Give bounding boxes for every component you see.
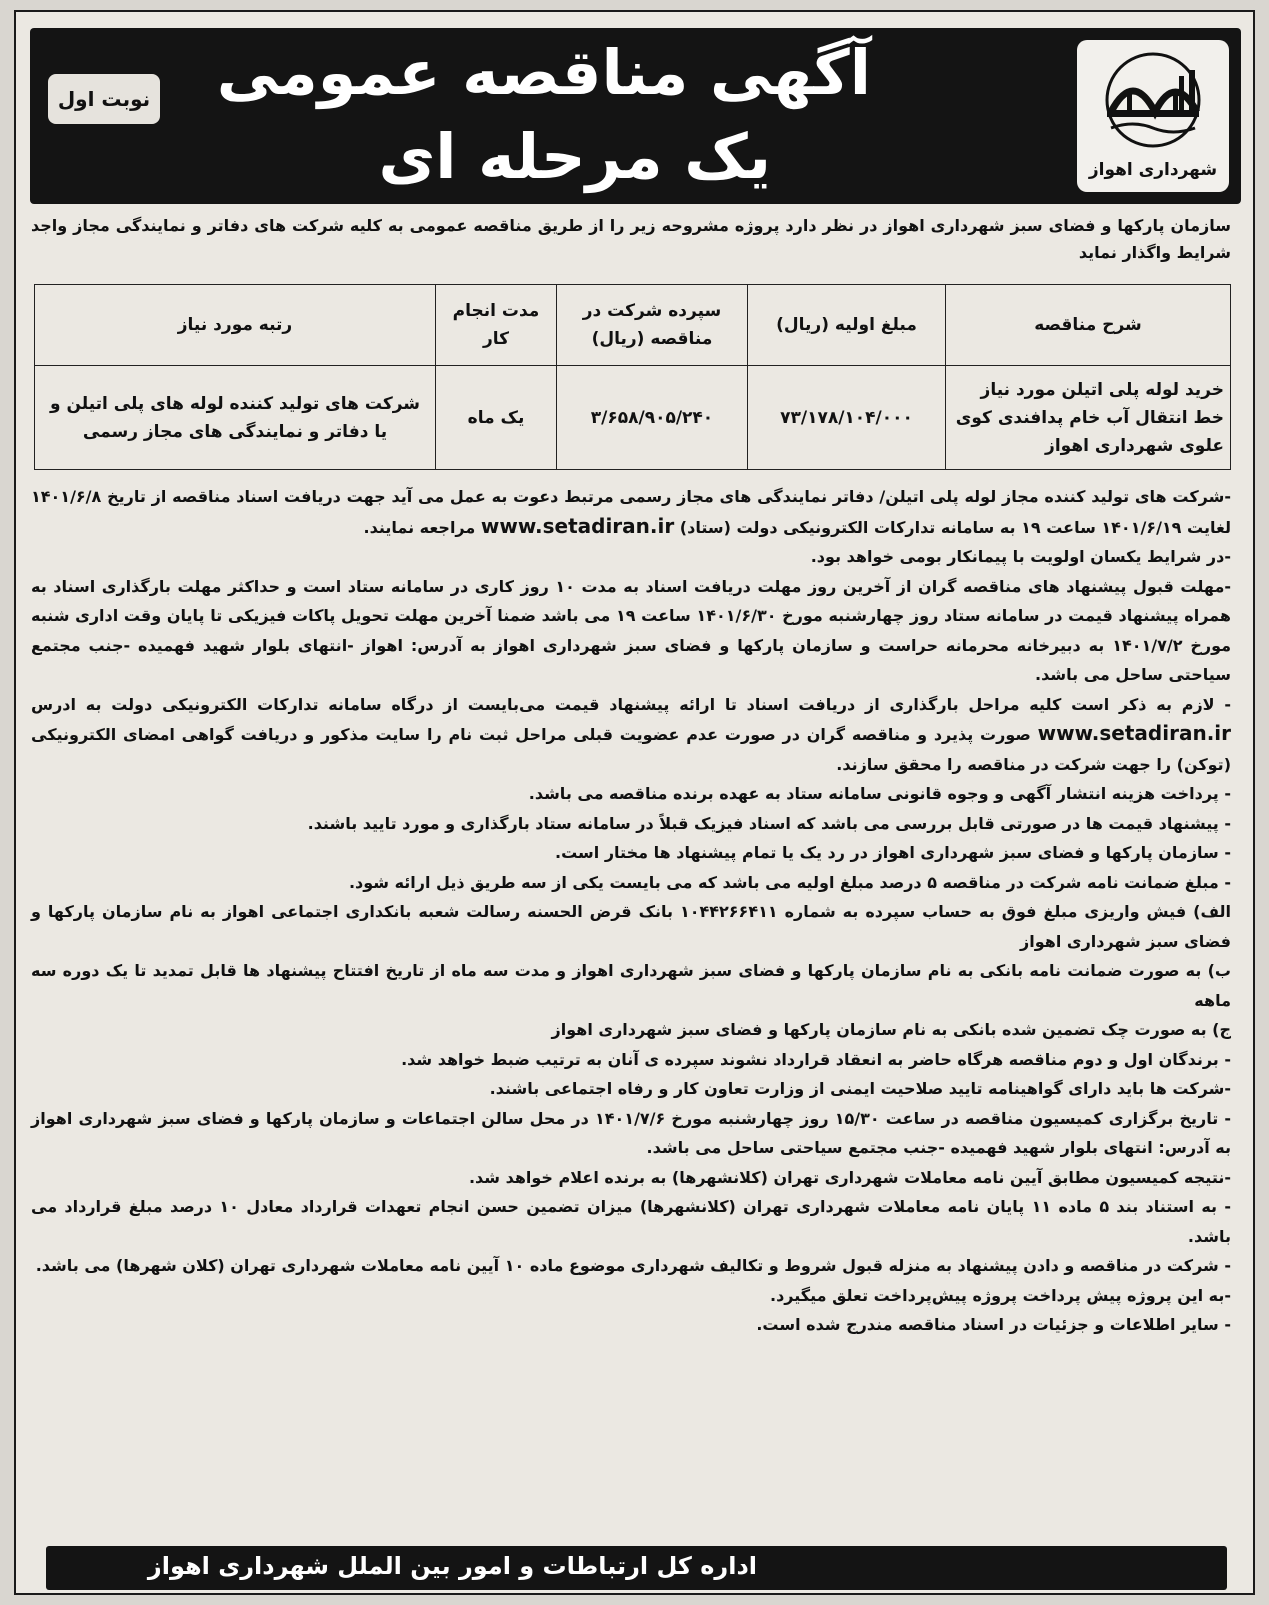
note-safety-certificate: -شرکت ها باید دارای گواهینامه تایید صلاحیت ایمنی از وزارت تعاون کار و رفاه اجتماعی باشند. [489, 1079, 1231, 1098]
edition-badge: نوبت اول [48, 74, 160, 124]
footer-text: اداره کل ارتباطات و امور بین الملل شهرداری اهواز [147, 1552, 757, 1580]
conditions-list [31, 482, 1231, 1340]
table-row [35, 366, 1231, 470]
logo-caption: شهرداری اهواز [1088, 160, 1218, 180]
footer-banner [46, 1546, 1227, 1590]
intro-paragraph: سازمان پارکها و فضای سبز شهرداری اهواز در نظر دارد پروژه مشروحه زیر را از طریق مناقصه عمومی به کلیه شرکت های دفاتر و نمایندگی مجاز واجد شرایط واگذار نماید [31, 216, 1231, 262]
note-prepayment: -به این پروژه پیش پرداخت پروژه پیش‌پرداخت تعلق میگیرد. [770, 1285, 1231, 1305]
note-other-info: - سایر اطلاعات و جزئیات در اسناد مناقصه مندرج شده است. [756, 1315, 1231, 1334]
municipality-logo [1077, 40, 1229, 192]
note-option-b: ب) به صورت ضمانت نامه بانکی به نام سازمان پارکها و فضای سبز شهرداری اهواز و مدت سه ماه از تاریخ افتتاح پیشنهاد ها قابل تمدید تا یک دوره سه ماهه [31, 961, 1231, 1010]
col-required-grade: رتبه مورد نیاز [35, 285, 436, 366]
note-electronic-submission: - لازم به ذکر است کلیه مراحل بارگذاری از دریافت اسناد تا ارائه پیشنهاد قیمت می‌بایست از درگاه سامانه تدارکات الکترونیکی دولت به ادرس www.setadiran.ir صورت پذیرد و مناقصه گران در صورت عدم عضویت قبلی مراحل ثبت نام را سایت مذکور و دریافت گواهی امضای الکترونیکی (توکن) را جهت شرکت در مناقصه را محقق سازند. [31, 694, 1232, 774]
setad-link-2[interactable]: www.setadiran.ir [1037, 721, 1232, 745]
cell-initial-amount: ۷۳/۱۷۸/۱۰۴/۰۰۰ [748, 366, 946, 470]
note-performance-guarantee: - به استناد بند ۵ ماده ۱۱ پایان نامه معاملات شهرداری تهران (کلانشهرها) میزان تضمین حسن انجام تعهدات قرارداد معادل ۱۰ درصد مبلغ قرارداد می باشد. [31, 1197, 1231, 1246]
note-publication-cost: - پرداخت هزینه انتشار آگهی و وجوه قانونی سامانه ستاد به عهده برنده مناقصه می باشد. [528, 784, 1231, 803]
note-option-c: ج) به صورت چک تضمین شده بانکی به نام سازمان پارکها و فضای سبز شهرداری اهواز [551, 1020, 1231, 1039]
header-banner [30, 28, 1241, 204]
col-description: شرح مناقصه [946, 285, 1231, 366]
setad-link[interactable]: www.setadiran.ir [480, 513, 675, 538]
cell-required-grade: شرکت های تولید کننده لوله های پلی اتیلن و یا دفاتر و نمایندگی های مجاز رسمی [35, 366, 436, 470]
note-guarantee-amount: - مبلغ ضمانت نامه شرکت در مناقصه ۵ درصد مبلغ اولیه می باشد که می بایست یکی از سه طریق ذیل ارائه شود. [348, 872, 1231, 892]
cell-description: خرید لوله پلی اتیلن مورد نیاز خط انتقال آب خام پدافندی کوی علوی شهرداری اهواز [946, 366, 1231, 470]
note-winners: - برندگان اول و دوم مناقصه هرگاه حاضر به انعقاد قرارداد نشوند سپرده ی آنان به ترتیب ضبط خواهد شد. [401, 1049, 1231, 1069]
cell-duration: یک ماه [436, 366, 557, 470]
note-commission-result: -نتیجه کمیسیون مطابق آیین نامه معاملات شهرداری تهران (کلانشهرها) به برنده اعلام خواهد شد. [468, 1167, 1231, 1187]
advertisement-page [14, 10, 1255, 1595]
note-deadline: -مهلت قبول پیشنهاد های مناقصه گران از آخرین روز مهلت دریافت اسناد به مدت ۱۰ روز کاری در سامانه ستاد است و حداکثر مهلت بارگذاری اسناد به همراه پیشنهاد قیمت در سامانه ستاد روز چهارشنبه مورخ ۱۴۰۱/۶/۳۰ ساعت ۱۹ می باشد ضمنا آخرین مهلت تحویل پاکات فیزیکی تا پایان وقت اداری شنبه مورخ ۱۴۰۱/۷/۲ به دبیرخانه محرمانه حراست و سازمان پارکها و فضای سبز شهرداری اهواز به آدرس: اهواز -انتهای بلوار شهید فهمیده -جنب مجتمع سیاحتی ساحل می باشد. [31, 576, 1232, 684]
note-local-priority: -در شرایط یکسان اولویت با پیمانکار بومی خواهد بود. [810, 547, 1231, 566]
col-deposit: سپرده شرکت در مناقصه (ریال) [557, 285, 748, 366]
bridge-logo-icon [1093, 50, 1213, 150]
title-line-1: آگهی مناقصه عمومی [216, 36, 871, 109]
table-header-row [35, 285, 1231, 366]
note-acceptance: - شرکت در مناقصه و دادن پیشنهاد به منزله قبول شروط و تکالیف شهرداری موضوع ماده ۱۰ آیین نامه معاملات شهرداری تهران (کلان شهرها) می باشد. [35, 1256, 1231, 1275]
note-price-review: - پیشنهاد قیمت ها در صورتی قابل بررسی می باشد که اسناد فیزیک قبلاً در سامانه ستاد بارگذاری و مورد تایید باشند. [307, 813, 1231, 833]
title-line-2: یک مرحله ای [378, 120, 771, 193]
col-initial-amount: مبلغ اولیه (ریال) [748, 285, 946, 366]
note-rejection-right: - سازمان پارکها و فضای سبز شهرداری اهواز در رد یک یا تمام پیشنهاد ها مختار است. [555, 843, 1231, 862]
note-commission-date: - تاریخ برگزاری کمیسیون مناقصه در ساعت ۱۵/۳۰ روز چهارشنبه مورخ ۱۴۰۱/۷/۶ در محل سالن اجتماعات و سازمان پارکها و فضای سبز شهرداری اهواز به آدرس: انتهای بلوار شهید فهمیده -جنب مجتمع سیاحتی ساحل می باشد. [31, 1108, 1232, 1157]
tender-table [34, 284, 1231, 470]
note-document-receipt: -شرکت های تولید کننده مجاز لوله پلی اتیلن/ دفاتر نمایندگی های مجاز رسمی مرتبط دعوت به عمل می آید جهت دریافت اسناد مناقصه از تاریخ ۱۴۰۱/۶/۸ لغایت ۱۴۰۱/۶/۱۹ ساعت ۱۹ به سامانه تدارکات الکترونیکی دولت (ستاد) www.setadiran.ir مراجعه نمایند. [31, 487, 1231, 538]
cell-deposit: ۳/۶۵۸/۹۰۵/۲۴۰ [557, 366, 748, 470]
note-option-a: الف) فیش واریزی مبلغ فوق به حساب سپرده به شماره ۱۰۴۴۲۶۶۴۱۱ بانک قرض الحسنه رسالت شعبه بانکداری اجتماعی اهواز به نام سازمان پارکها و فضای سبز شهرداری اهواز [31, 902, 1231, 951]
col-duration: مدت انجام کار [436, 285, 557, 366]
